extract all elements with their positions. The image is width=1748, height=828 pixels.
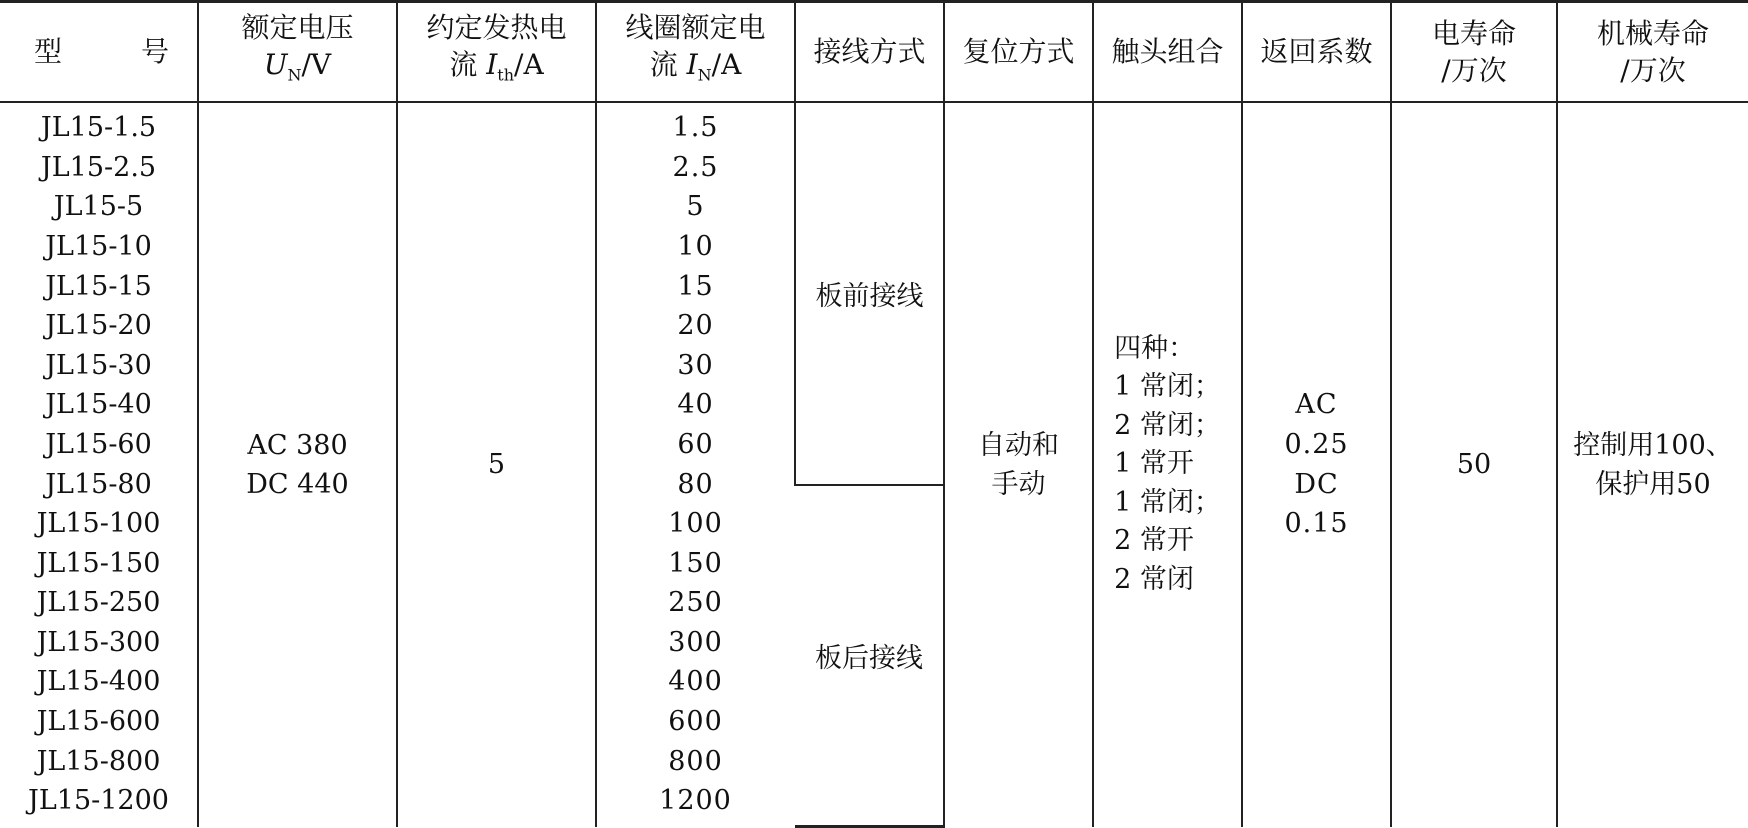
header-thermal-current-line2 — [398, 46, 595, 94]
coil-current-item: 400 — [668, 666, 723, 698]
coil-current-item: 100 — [668, 508, 723, 540]
reset-cell — [944, 102, 1093, 827]
header-thermal-current-subscript: th — [497, 66, 515, 86]
header-coil-current-subscript: N — [697, 66, 712, 86]
return-coef-item: 0.15 — [1284, 508, 1349, 540]
electrical-life-cell: 50 — [1391, 102, 1557, 827]
header-electrical-life-line1: 电寿命 — [1431, 16, 1516, 50]
header-coil-current-prefix: 流 — [649, 48, 687, 82]
return-coef-list — [1243, 385, 1390, 543]
header-coil-current-line1: 线圈额定电 — [625, 11, 766, 45]
coil-current-item: 15 — [677, 270, 714, 302]
model-item: JL15-600 — [36, 706, 161, 738]
coil-current-item: 300 — [668, 626, 723, 658]
header-thermal-current-symbol: I — [486, 48, 498, 82]
header-rated-voltage — [198, 2, 397, 102]
wiring-back-cell: 板后接线 — [795, 485, 944, 826]
header-rated-voltage-unit: /V — [301, 48, 332, 82]
model-item: JL15-2.5 — [40, 151, 157, 183]
header-coil-current-line2 — [597, 46, 794, 94]
contacts-cell — [1093, 102, 1242, 827]
header-row — [0, 2, 1748, 102]
contacts-list — [1114, 330, 1221, 600]
model-item: JL15-1.5 — [40, 112, 157, 144]
model-item: JL15-5 — [53, 191, 144, 223]
contact-option-item: 2 常开 — [1114, 525, 1194, 557]
contact-option-item: 1 常开 — [1114, 448, 1194, 480]
coil-current-item: 5 — [686, 191, 705, 223]
header-coil-current — [596, 2, 795, 102]
coil-current-column — [596, 102, 795, 827]
header-contacts: 触头组合 — [1093, 2, 1242, 102]
contact-option-item: 1 常闭； — [1114, 371, 1221, 403]
coil-current-item: 30 — [677, 349, 714, 381]
model-item: JL15-40 — [45, 389, 152, 421]
return-coef-cell — [1242, 102, 1391, 827]
mechanical-life-line2: 保护用50 — [1595, 468, 1711, 500]
model-item: JL15-60 — [45, 428, 152, 460]
contact-option-item: 2 常闭； — [1114, 409, 1221, 441]
reset-line1: 自动和 — [978, 429, 1059, 461]
model-list — [0, 108, 197, 821]
header-thermal-current-line1: 约定发热电 — [426, 11, 567, 45]
header-electrical-life — [1391, 2, 1557, 102]
contact-option-item: 四种： — [1114, 332, 1196, 364]
model-item: JL15-30 — [45, 349, 152, 381]
thermal-current-cell: 5 — [397, 102, 596, 827]
model-item: JL15-1200 — [28, 785, 169, 817]
header-thermal-current-unit: /A — [514, 48, 544, 82]
mechanical-life-cell — [1557, 102, 1748, 827]
header-thermal-current-prefix: 流 — [449, 48, 487, 82]
header-rated-voltage-symbol: U — [263, 48, 288, 82]
header-reset: 复位方式 — [944, 2, 1093, 102]
coil-current-item: 20 — [677, 310, 714, 342]
header-coil-current-unit: /A — [711, 48, 742, 82]
header-model-char-1: 型 — [34, 35, 63, 69]
header-model-char-2: 号 — [140, 35, 169, 69]
coil-current-item: 800 — [668, 745, 723, 777]
header-coil-current-symbol: I — [686, 48, 698, 82]
model-item: JL15-400 — [36, 666, 161, 698]
header-rated-voltage-line2 — [199, 46, 396, 94]
wiring-front-cell: 板前接线 — [795, 102, 944, 486]
coil-current-item: 150 — [668, 547, 723, 579]
model-item: JL15-100 — [36, 508, 161, 540]
header-return-coef: 返回系数 — [1242, 2, 1391, 102]
coil-current-item: 600 — [668, 706, 723, 738]
coil-current-item: 2.5 — [672, 151, 719, 183]
header-electrical-life-line2: /万次 — [1441, 53, 1507, 87]
model-item: JL15-300 — [36, 626, 161, 658]
model-item: JL15-20 — [45, 310, 152, 342]
header-model — [0, 2, 198, 102]
model-item: JL15-800 — [36, 745, 161, 777]
coil-current-item: 1200 — [659, 785, 732, 817]
rated-voltage-cell — [198, 102, 397, 827]
body-row-front — [0, 102, 1748, 486]
coil-current-item: 10 — [677, 230, 714, 262]
rated-voltage-dc: DC 440 — [246, 468, 349, 500]
model-item: JL15-80 — [45, 468, 152, 500]
mechanical-life-line1: 控制用100、 — [1573, 429, 1733, 461]
header-rated-voltage-line1: 额定电压 — [241, 11, 354, 45]
model-item: JL15-150 — [36, 547, 161, 579]
coil-current-item: 1.5 — [672, 112, 719, 144]
model-item: JL15-15 — [45, 270, 152, 302]
header-wiring: 接线方式 — [795, 2, 944, 102]
contact-option-item: 2 常闭 — [1114, 563, 1194, 595]
header-mechanical-life-line1: 机械寿命 — [1596, 16, 1709, 50]
coil-current-item: 250 — [668, 587, 723, 619]
return-coef-item: AC — [1295, 389, 1338, 421]
header-rated-voltage-subscript: N — [287, 66, 302, 86]
contact-option-item: 1 常闭； — [1114, 486, 1221, 518]
return-coef-item: DC — [1294, 468, 1339, 500]
header-mechanical-life-line2: /万次 — [1620, 53, 1686, 87]
reset-line2: 手动 — [991, 468, 1046, 500]
rated-voltage-ac: AC 380 — [247, 429, 348, 461]
coil-current-item: 40 — [677, 389, 714, 421]
header-mechanical-life — [1557, 2, 1748, 102]
coil-current-item: 80 — [677, 468, 714, 500]
header-thermal-current — [397, 2, 596, 102]
coil-current-item: 60 — [677, 428, 714, 460]
model-column — [0, 102, 198, 827]
model-item: JL15-10 — [45, 230, 152, 262]
return-coef-item: 0.25 — [1284, 428, 1349, 460]
coil-current-list — [597, 108, 794, 821]
model-item: JL15-250 — [36, 587, 161, 619]
